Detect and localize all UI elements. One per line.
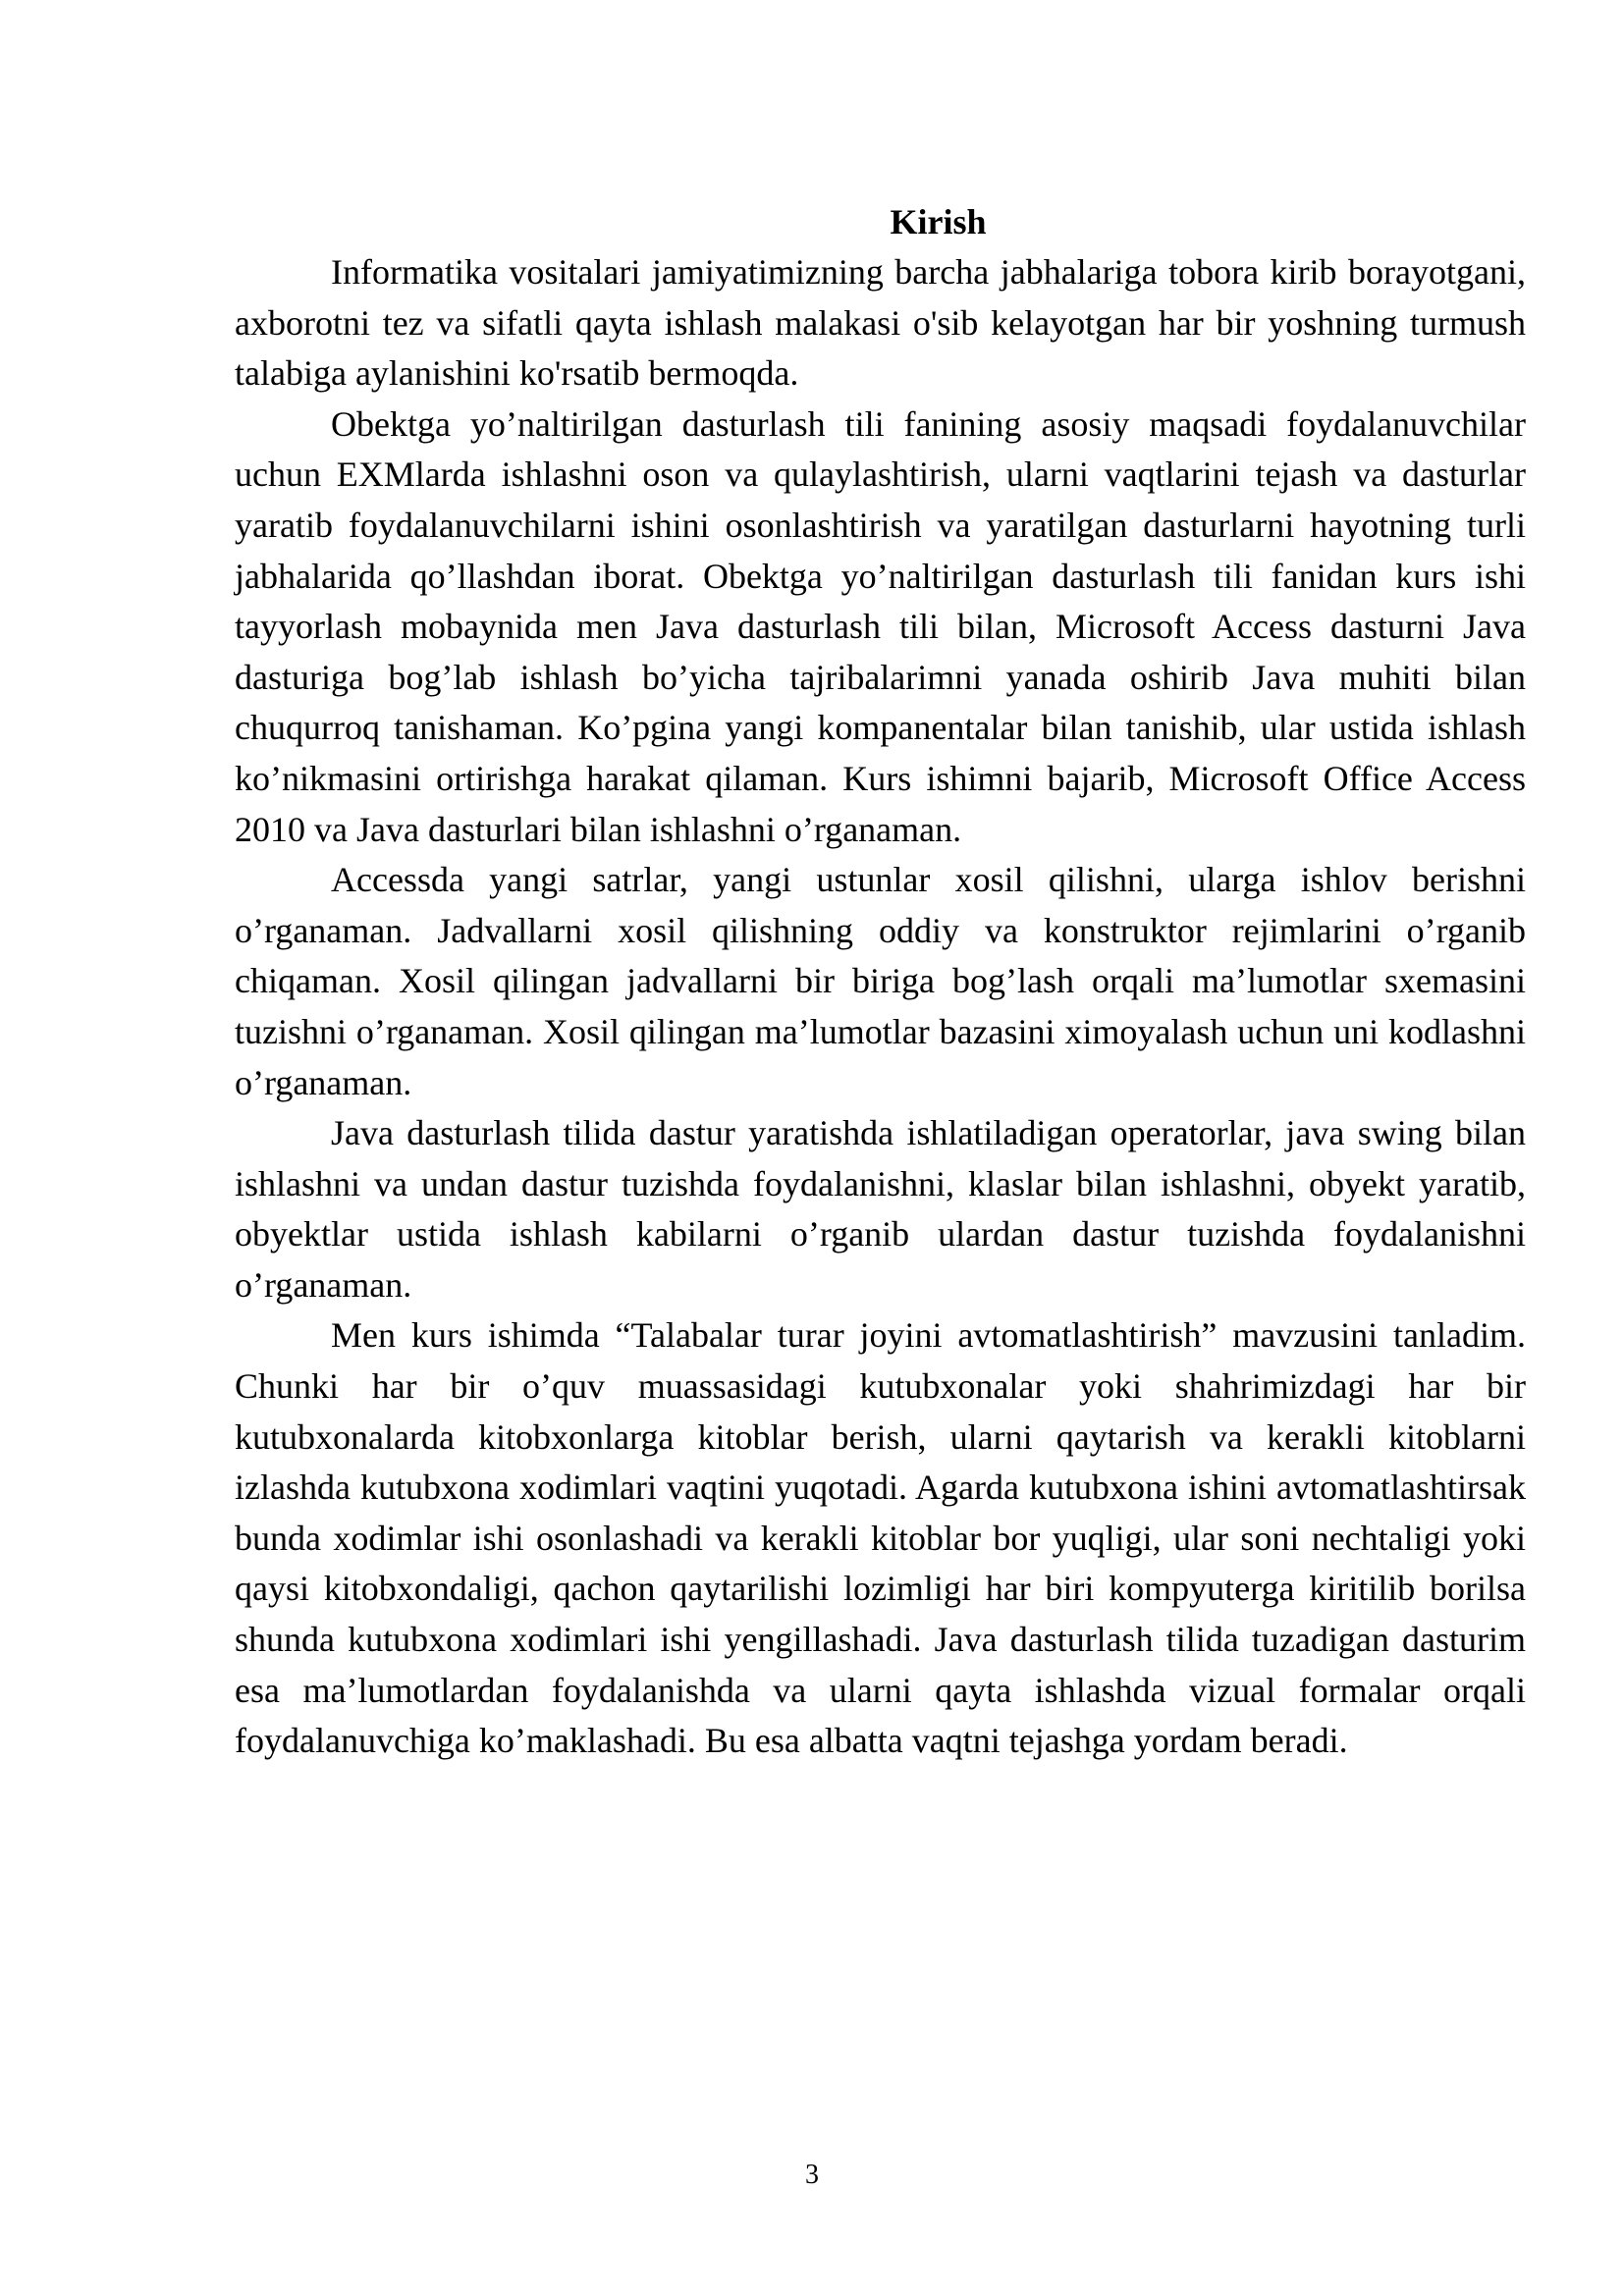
- paragraph-1: Informatika vositalari jamiyatimizning barcha jabhalariga tobora kirib borayotgani, axborotni tez va sifatli qayta ishlash malakasi o'sib kelayotgan har bir yoshning turmush talabiga aylanishini ko'rsatib bermoqda.: [235, 252, 1526, 394]
- section-heading: Kirish: [890, 202, 987, 241]
- document-body: [235, 196, 1526, 1767]
- paragraph-4: Java dasturlash tilida dastur yaratishda ishlatiladigan operatorlar, java swing bilan ishlashni va undan dastur tuzishda foydalanishni, klaslar bilan ishlashni, obyekt yaratib, obyektlar ustida ishlash kabilarni o’rganib ulardan dastur tuzishda foydalanishni o’rganaman.: [235, 1113, 1526, 1305]
- paragraph-3: Accessda yangi satrlar, yangi ustunlar xosil qilishni, ularga ishlov berishni o’rganaman. Jadvallarni xosil qilishning oddiy va konstruktor rejimlarini o’rganib chiqaman. Xosil qilingan jadvallarni bir biriga bog’lash orqali ma’lumotlar sxemasini tuzishni o’rganaman. Xosil qilingan ma’lumotlar bazasini ximoyalash uchun uni kodlashni o’rganaman.: [235, 860, 1526, 1102]
- page-number: 3: [805, 2160, 819, 2190]
- paragraph-2: Obektga yo’naltirilgan dasturlash tili fanining asosiy maqsadi foydalanuvchilar uchun EXMlarda ishlashni oson va qulaylashtirish, ularni vaqtlarini tejash va dasturlar yaratib foydalanuvchilarni ishini osonlashtirish va yaratilgan dasturlarni hayotning turli jabhalarida qo’llashdan iborat. Obektga yo’naltirilgan dasturlash tili fanidan kurs ishi tayyorlash mobaynida men Java dasturlash tili bilan, Microsoft Access dasturni Java dasturiga bog’lab ishlash bo’yicha tajribalarimni yanada oshirib Java muhiti bilan chuqurroq tanishaman. Ko’pgina yangi kompanentalar bilan tanishib, ular ustida ishlash ko’nikmasini ortirishga harakat qilaman. Kurs ishimni bajarib, Microsoft Office Access 2010 va Java dasturlari bilan ishlashni o’rganaman.: [235, 403, 1526, 849]
- paragraph-5: Men kurs ishimda “Talabalar turar joyini avtomatlashtirish” mavzusini tanladim. Chunki har bir o’quv muassasidagi kutubxonalar yoki shahrimizdagi har bir kutubxonalarda kitobxonlarga kitoblar berish, ularni qaytarish va kerakli kitoblarni izlashda kutubxona xodimlari vaqtini yuqotadi. Agarda kutubxona ishini avtomatlashtirsak bunda xodimlar ishi osonlashadi va kerakli kitoblar bor yuqligi, ular soni nechtaligi yoki qaysi kitobxondaligi, qachon qaytarilishi lozimligi har biri kompyuterga kiritilib borilsa shunda kutubxona xodimlari ishi yengillashadi. Java dasturlash tilida tuzadigan dasturim esa ma’lumotlardan foydalanishda va ularni qayta ishlashda vizual formalar orqali foydalanuvchiga ko’maklashadi. Bu esa albatta vaqtni tejashga yordam beradi.: [235, 1315, 1526, 1761]
